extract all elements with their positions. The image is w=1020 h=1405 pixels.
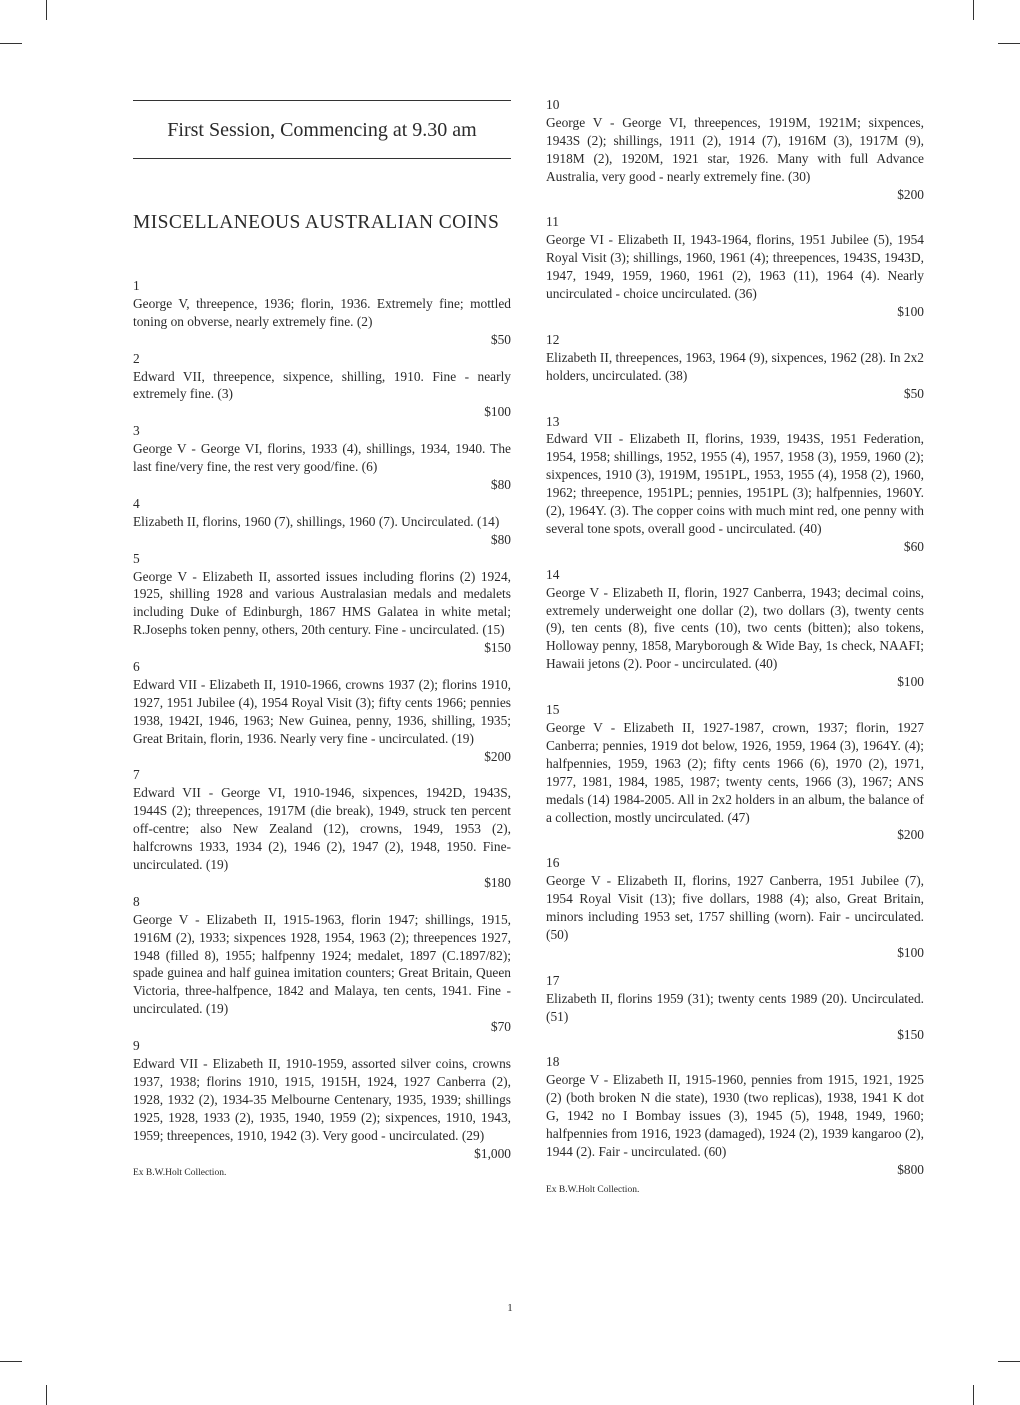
- lot-entry: [546, 413, 924, 556]
- lot-entry: [133, 658, 511, 765]
- lot-number: 16: [546, 855, 560, 871]
- lot-number: 11: [546, 214, 559, 230]
- lot-provenance-note: Ex B.W.Holt Collection.: [133, 1168, 227, 1179]
- lot-price: $800: [897, 1161, 924, 1177]
- section-heading: MISCELLANEOUS AUSTRALIAN COINS: [133, 212, 500, 233]
- lot-number: 2: [133, 350, 140, 366]
- lot-description: Edward VII, threepence, sixpence, shilling, 1910. Fine - nearly extremely fine. (3): [133, 368, 511, 402]
- lot-description: Elizabeth II, florins 1959 (31); twenty cents 1989 (20). Uncirculated. (51): [546, 990, 924, 1024]
- lot-number: 13: [546, 413, 560, 429]
- lot-price: $100: [897, 303, 924, 319]
- lot-entry: [546, 213, 924, 320]
- lot-price: $200: [484, 748, 511, 764]
- lot-entry: [546, 1053, 924, 1196]
- lot-number: 7: [133, 767, 140, 783]
- lot-number: 15: [546, 702, 560, 718]
- lot-price: $180: [484, 874, 511, 890]
- lot-entry: [133, 766, 511, 891]
- page-number: 1: [507, 1302, 513, 1314]
- lot-price: $50: [903, 385, 924, 401]
- session-title: First Session, Commencing at 9.30 am: [167, 119, 477, 141]
- lot-price: $60: [903, 538, 924, 554]
- lot-price: $150: [484, 640, 511, 656]
- lot-description: George V - Elizabeth II, 1915-1963, florin 1947; shillings, 1915, 1916M (2), 1933; sixpences 1928, 1954, 1963 (2); threepences 1927, 1948 (filled 8), 1955; halfpenny 1924; medalet, 1897 (C.1897/82); spade guinea and half guinea imitation counters; Great Britain, Queen Victoria, three-halfpence, 1842 and Malaya, ten cents, 1941. Fine - uncirculated. (19): [133, 911, 511, 1017]
- lot-number: 12: [546, 331, 560, 347]
- lot-description: George VI - Elizabeth II, 1943-1964, florins, 1951 Jubilee (5), 1954 Royal Visit (3); shillings, 1960, 1961 (4); threepences, 1943S, 1943D, 1947, 1949, 1959, 1960, 1961 (2), 1963 (11), 1964 (4). Nearly uncirculated - choice uncirculated. (36): [546, 232, 924, 302]
- crop-mark: [46, 0, 47, 20]
- lot-description: George V - Elizabeth II, 1927-1987, crown, 1937; florin, 1927 Canberra; pennies, 1919 dot below, 1926, 1959, 1964 (3), 1964Y. (4); halfpennies, 1959, 1963 (2); fifty cents 1966 (6), 1970 (2), 1971, 1977, 1981, 1984, 1985, 1987; twenty cents, 1966 (3), 1967; ANS medals (14) 1984-2005. All in 2x2 holders in an album, the balance of a collection, mostly uncirculated. (47): [546, 720, 924, 825]
- lot-price: $100: [484, 404, 511, 420]
- lot-entry: [133, 350, 511, 422]
- crop-mark: [998, 43, 1020, 44]
- lot-number: 18: [546, 1054, 560, 1070]
- lot-number: 8: [133, 893, 140, 909]
- lot-number: 10: [546, 97, 560, 112]
- lot-number: 4: [133, 495, 140, 511]
- lot-number: 17: [546, 972, 560, 988]
- crop-mark: [46, 1385, 47, 1405]
- lot-entry: [133, 277, 511, 349]
- left-column: [133, 96, 511, 1181]
- lot-description: Elizabeth II, threepences, 1963, 1964 (9), sixpences, 1962 (28). In 2x2 holders, uncirculated. (38): [546, 349, 924, 383]
- lot-price: $50: [490, 331, 511, 347]
- lot-price: $80: [490, 476, 511, 492]
- crop-mark: [998, 1361, 1020, 1362]
- lot-description: Edward VII - Elizabeth II, 1910-1966, crowns 1937 (2); florins 1910, 1927, 1951 Jubilee (4), 1954 Royal Visit (3); fifty cents 1966; pennies 1938, 1942I, 1946, 1963; New Guinea, penny, 1936, shilling, 1935; Great Britain, florin, 1936. Nearly very fine - uncirculated. (19): [133, 676, 511, 746]
- lot-number: 6: [133, 659, 140, 675]
- lot-provenance-note: Ex B.W.Holt Collection.: [546, 1184, 640, 1195]
- lot-entry: [546, 854, 924, 961]
- lot-entry: [546, 566, 924, 691]
- lot-price: $100: [897, 944, 924, 960]
- crop-mark: [973, 1385, 974, 1405]
- lot-entry: [546, 96, 924, 203]
- lot-price: $150: [897, 1026, 924, 1042]
- lot-description: Edward VII - Elizabeth II, 1910-1959, assorted silver coins, crowns 1937, 1938; florins 1910, 1915, 1915H, 1924, 1927 Canberra (2), 1928, 1932 (2), 1934-35 Melbourne Centenary, 1935, 1939; shillings 1925, 1928, 1933 (2), 1935, 1940, 1959 (2); sixpences, 1910, 1943, 1959; threepences, 1910, 1942 (3). Very good - uncirculated. (29): [133, 1055, 511, 1143]
- lot-price: $100: [897, 674, 924, 690]
- crop-mark: [0, 1361, 22, 1362]
- lot-entry: [133, 422, 511, 494]
- lot-price: $80: [490, 531, 511, 547]
- crop-mark: [0, 43, 22, 44]
- lot-list-right: [546, 96, 924, 1197]
- crop-mark: [973, 0, 974, 20]
- lot-entry: [133, 550, 511, 657]
- lot-price: $70: [490, 1019, 511, 1035]
- lot-number: 1: [133, 278, 140, 293]
- lot-entry: [133, 1037, 511, 1180]
- lot-description: Edward VII - Elizabeth II, florins, 1939, 1943S, 1951 Federation, 1954, 1958; shillings, 1952, 1955 (4), 1957, 1958 (3), 1959, 1960 (2); sixpences, 1910 (3), 1919M, 1951PL, 1953, 1955 (4), 1958 (2), 1960, 1962; threepence, 1951PL; pennies, 1951PL (3); halfpennies, 1960Y. (2), 1964Y. (3). The copper coins with much mint red, one penny with several tone spots, overall good - uncirculated. (40): [546, 431, 924, 536]
- lot-entry: [133, 893, 511, 1036]
- lot-description: George V, threepence, 1936; florin, 1936. Extremely fine; mottled toning on obverse, nearly extremely fine. (2): [133, 295, 511, 329]
- lot-number: 3: [133, 423, 140, 439]
- lot-description: Elizabeth II, florins, 1960 (7), shillings, 1960 (7). Uncirculated. (14): [133, 513, 500, 529]
- lot-number: 5: [133, 550, 140, 566]
- lot-price: $200: [897, 827, 924, 843]
- lot-description: George V - Elizabeth II, florins, 1927 Canberra, 1951 Jubilee (7), 1954 Royal Visit (13); five dollars, 1988 (4); also, Great Britain, minors including 1953 set, 1757 shilling (worn). Fair - uncirculated. (50): [546, 873, 924, 942]
- bottom-rule: [133, 158, 511, 159]
- lot-entry: [546, 972, 924, 1044]
- lot-list-left: [133, 277, 511, 1180]
- lot-description: Edward VII - George VI, 1910-1946, sixpences, 1942D, 1943S, 1944S (2); threepences, 1917M (die break), 1949, struck ten percent off-centre; also New Zealand (12), crowns, 1949, 1953 (2), halfcrowns 1933, 1934 (2), 1946 (2), 1947 (2), 1948, 1950. Fine-uncirculated. (19): [133, 785, 511, 872]
- lot-entry: [133, 495, 511, 549]
- lot-description: George V - Elizabeth II, 1915-1960, pennies from 1915, 1921, 1925 (2) (both broken N die state), 1930 (two replicas), 1938, 1941 K dot G, 1942 no I Bombay issues (3), 1945 (5), 1948, 1949, 1960; halfpennies from 1916, 1923 (damaged), 1924 (2), 1939 kangaroo (2), 1944 (2). Fair - uncirculated. (60): [546, 1072, 924, 1159]
- lot-number: 14: [546, 566, 560, 582]
- lot-description: George V - George VI, florins, 1933 (4), shillings, 1934, 1940. The last fine/very fine, the rest very good/fine. (6): [133, 441, 511, 475]
- lot-description: George V - Elizabeth II, florin, 1927 Canberra, 1943; decimal coins, extremely underweight one dollar (2), two dollars (3), twenty cents (9), ten cents (8), five cents (10), two cents (bitten); also tokens, Holloway penny, 1858, Maryborough & Wide Bay, 1s check, NAAFI; Hawaii jetons (2). Poor - uncirculated. (40): [546, 584, 924, 672]
- lot-entry: [546, 701, 924, 844]
- lot-description: George V - Elizabeth II, assorted issues including florins (2) 1924, 1925, shilling 1928 and various Australasian medals and medalets including Duke of Edinburgh, 1867 HMS Galatea in white metal; R.Josephs token penny, others, 20th century. Fine - uncirculated. (15): [133, 568, 511, 638]
- lot-price: $200: [897, 186, 924, 202]
- lot-entry: [546, 331, 924, 403]
- lot-number: 9: [133, 1038, 140, 1054]
- lot-description: George V - George VI, threepences, 1919M, 1921M; sixpences, 1943S (2); shillings, 1911 (2), 1914 (7), 1916M (3), 1917M (9), 1918M (2), 1920M, 1921 star, 1926. Many with full Advance Australia, very good - nearly extremely fine. (30): [546, 114, 924, 184]
- right-column: [546, 96, 924, 1207]
- lot-price: $1,000: [474, 1145, 511, 1161]
- top-rule: [133, 100, 511, 101]
